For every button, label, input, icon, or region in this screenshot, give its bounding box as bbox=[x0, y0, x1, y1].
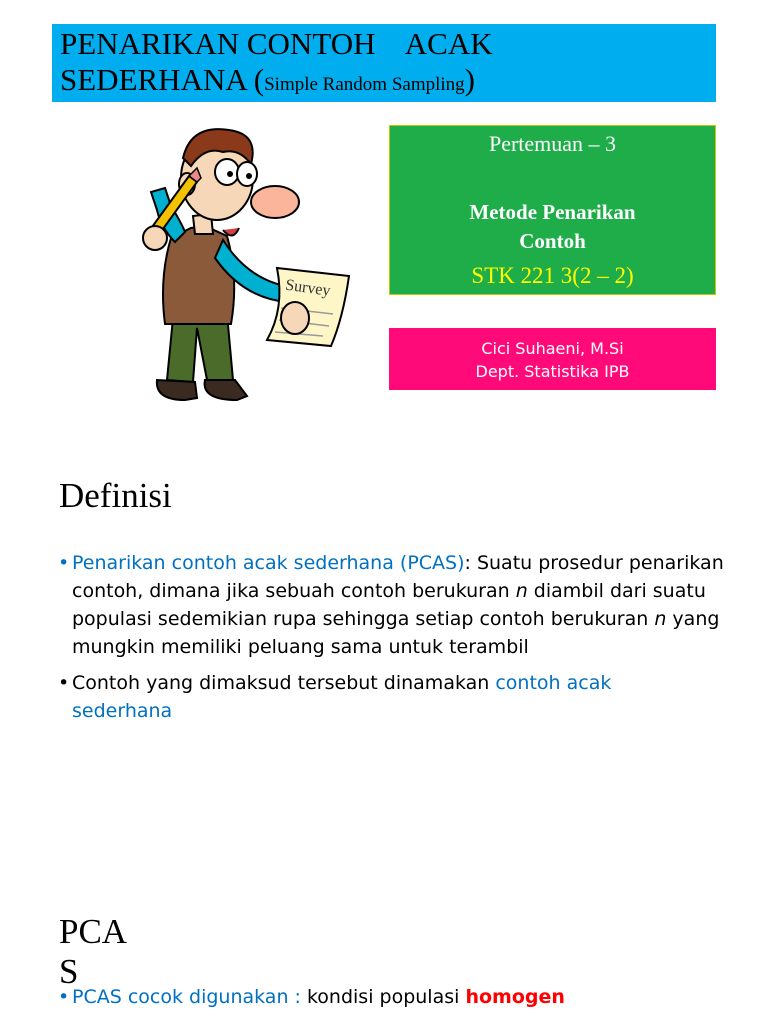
author-info-box bbox=[389, 328, 716, 390]
title-line-2 bbox=[60, 62, 716, 103]
title-english: Simple Random Sampling bbox=[264, 74, 465, 95]
definisi-heading: Definisi bbox=[59, 476, 172, 515]
survey-sign-text: Survey bbox=[284, 276, 332, 300]
contoh-acak-sederhana-term: contoh acak sederhana bbox=[72, 672, 612, 722]
pcas-bullet-list bbox=[58, 983, 738, 1019]
bullet-2-text: Contoh yang dimaksud tersebut dinamakan bbox=[72, 672, 496, 694]
pcas-usage-text: kondisi populasi bbox=[306, 986, 466, 1008]
definisi-bullet-1 bbox=[58, 549, 738, 661]
definisi-text-part-3: yang mungkin memiliki peluang sama untuk terambil bbox=[72, 608, 720, 658]
session-label: Pertemuan – 3 bbox=[488, 131, 617, 156]
n-symbol-2: n bbox=[654, 608, 667, 630]
homogen-highlight: homogen bbox=[465, 986, 565, 1008]
n-symbol-1: n bbox=[515, 580, 528, 602]
pcas-bullet-1 bbox=[58, 983, 738, 1011]
definisi-bullet-2 bbox=[58, 669, 668, 725]
topic-line-2: Contoh bbox=[519, 229, 586, 253]
pcas-heading: PCAS bbox=[59, 912, 128, 991]
meeting-info-box bbox=[389, 125, 716, 295]
topic-title bbox=[390, 198, 715, 256]
definisi-text-part-2: diambil dari suatu populasi sedemikian rupa sehingga setiap contoh berukuran bbox=[72, 580, 706, 630]
slide-title bbox=[52, 24, 716, 102]
definisi-bullet-list bbox=[58, 549, 738, 733]
author-name: Cici Suhaeni, M.Si bbox=[481, 339, 624, 358]
pcas-term: Penarikan contoh acak sederhana (PCAS) bbox=[72, 552, 465, 574]
title-paren-close: ) bbox=[464, 62, 475, 97]
title-line-1: PENARIKAN CONTOH ACAK bbox=[60, 26, 493, 61]
topic-line-1: Metode Penarikan bbox=[469, 200, 636, 224]
title-line-2-main: SEDERHANA ( bbox=[60, 62, 265, 97]
survey-man-illustration bbox=[135, 118, 360, 418]
course-code: STK 221 3(2 – 2) bbox=[471, 263, 634, 288]
definisi-text-part-1: : Suatu prosedur penarikan contoh, dimana jika sebuah contoh berukuran bbox=[72, 552, 724, 602]
pcas-usage-term: PCAS cocok digunakan : bbox=[72, 986, 307, 1008]
author-department: Dept. Statistika IPB bbox=[475, 362, 630, 381]
